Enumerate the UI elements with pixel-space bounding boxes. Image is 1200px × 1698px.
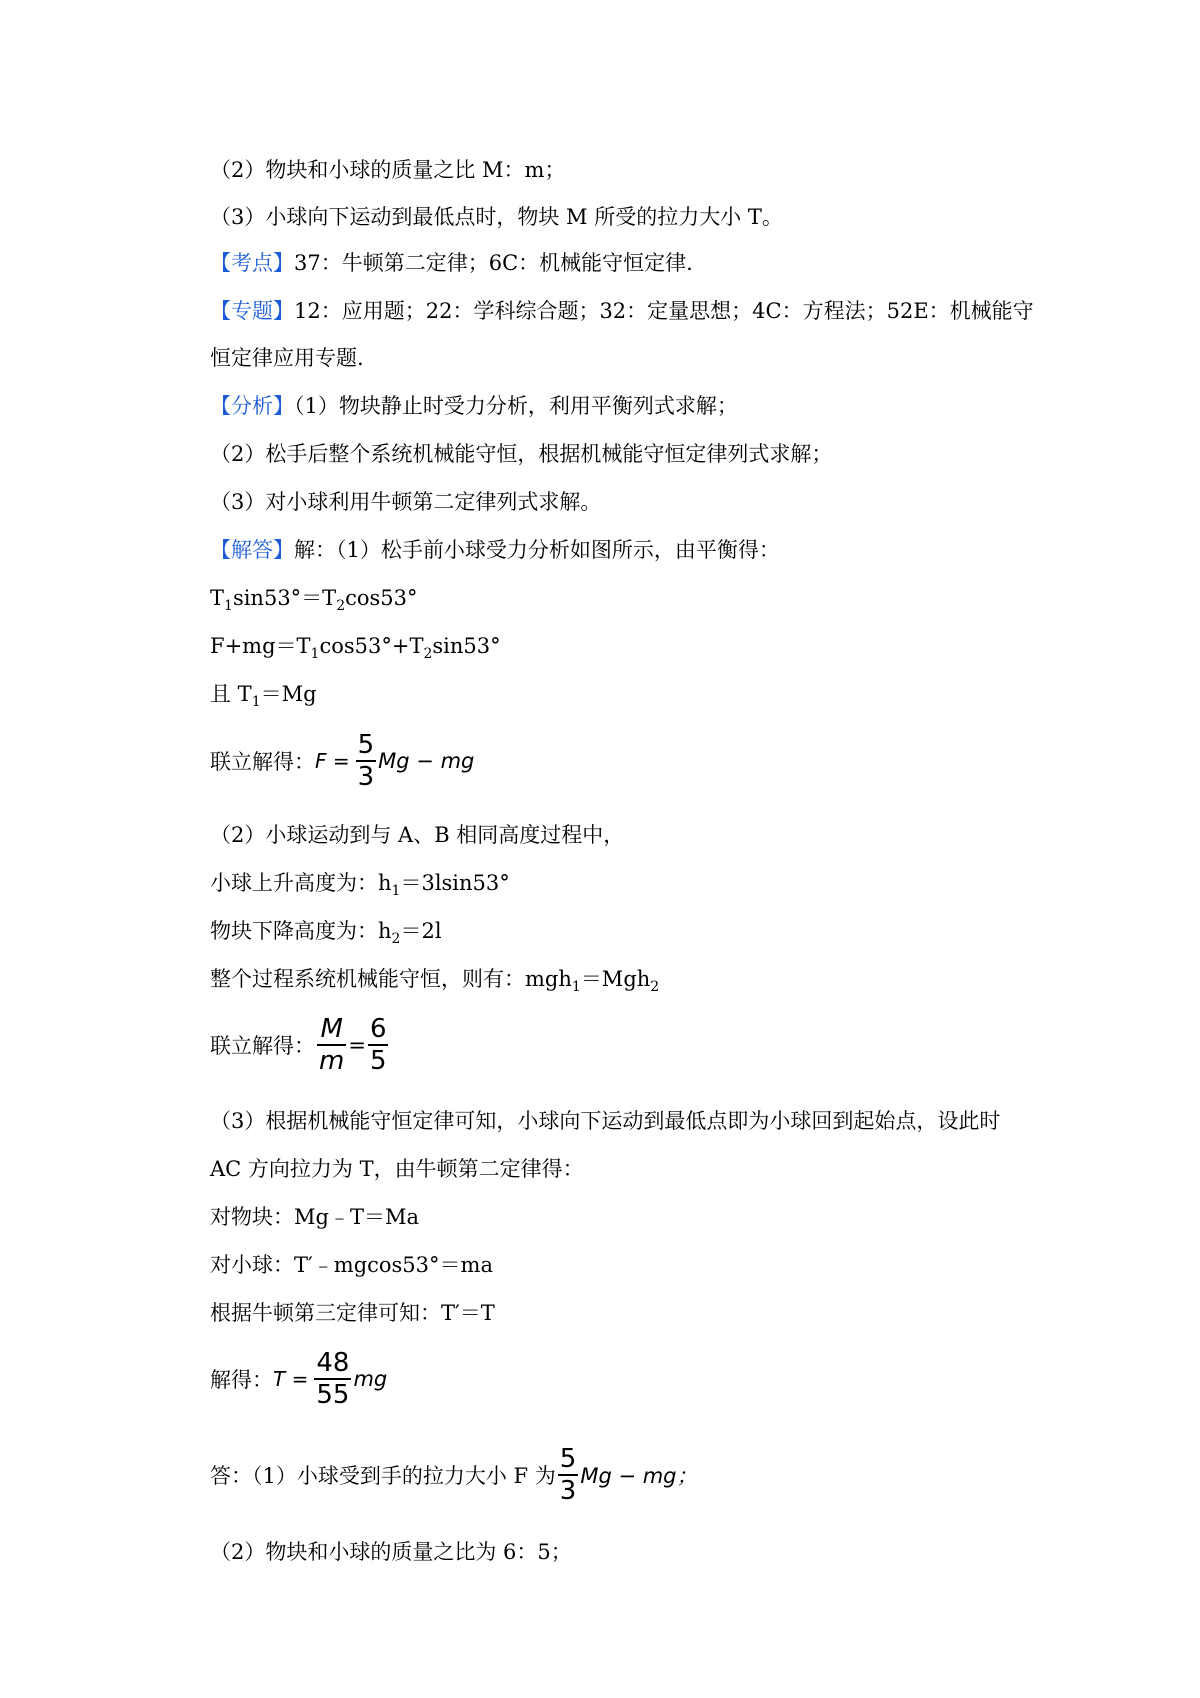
kaodian-label: 【考点】 [210, 251, 294, 275]
zhuanti-text-1: 12：应用题；22：学科综合题；32：定量思想；4C：方程法；52E：机械能守 [294, 299, 1034, 323]
question-2: （2）物块和小球的质量之比 M：m； [210, 158, 566, 182]
jieda-line [210, 535, 780, 565]
fenxi-text-1: （1）物块静止时受力分析，利用平衡列式求解； [294, 394, 738, 418]
third-law: 根据牛顿第三定律可知：T′＝T [210, 1301, 495, 1325]
result-2: 联立解得： $\frac{M}{m}$ = $\frac{6}{5}$ [210, 1014, 387, 1076]
equation-3: 且 $T_1=Mg$ [210, 682, 317, 710]
result-1: 联立解得： F = $\frac{5}{3}$ Mg − mg [210, 730, 475, 792]
zhuanti-label: 【专题】 [210, 299, 294, 323]
part2-intro: （2）小球运动到与 A、B 相同高度过程中， [210, 823, 625, 847]
fraction-5-3: $\frac{5}{3}$ [357, 730, 375, 792]
fraction-6-5: $\frac{6}{5}$ [369, 1014, 387, 1076]
fenxi-text-3: （3）对小球利用牛顿第二定律列式求解。 [210, 490, 602, 514]
block-equation: 对物块：Mg﹣T＝Ma [210, 1205, 419, 1229]
part3-line-2: AC 方向拉力为 T，由牛顿第二定律得： [210, 1157, 584, 1181]
answer-2: （2）物块和小球的质量之比为 6：5； [210, 1540, 572, 1564]
fraction-5-3-answer: $\frac{5}{3}$ [559, 1444, 577, 1506]
kaodian-line [210, 248, 693, 278]
fall-height: 物块下降高度为：$h_2=2l$ [210, 919, 442, 947]
zhuanti-text-2: 恒定律应用专题. [210, 346, 364, 370]
result-3: 解得： T = $\frac{48}{55}$ mg [210, 1348, 388, 1410]
question-3: （3）小球向下运动到最低点时，物块 M 所受的拉力大小 T。 [210, 205, 783, 229]
rise-height: 小球上升高度为：$h_1=3lsin53^\circ$ [210, 871, 510, 899]
kaodian-text: 37：牛顿第二定律；6C：机械能守恒定律. [294, 251, 693, 275]
zhuanti-line [210, 296, 1034, 326]
fraction-48-55: $\frac{48}{55}$ [316, 1348, 350, 1410]
equation-2: $F+mg=T_1\cos 53^\circ+T_2\sin 53^\circ$ [210, 634, 501, 662]
fenxi-text-2: （2）松手后整个系统机械能守恒，根据机械能守恒定律列式求解； [210, 442, 833, 466]
fenxi-label: 【分析】 [210, 394, 294, 418]
energy-conservation: 整个过程系统机械能守恒，则有：mgh$_1$＝Mgh$_2$ [210, 967, 660, 995]
part3-line-1: （3）根据机械能守恒定律可知，小球向下运动到最低点即为小球回到起始点，设此时 [210, 1109, 1001, 1133]
answer-1: 答：（1）小球受到手的拉力大小 F 为 $\frac{5}{3}$ Mg − mg； [210, 1444, 698, 1506]
jieda-text: 解：（1）松手前小球受力分析如图所示，由平衡得： [294, 538, 780, 562]
fraction-M-m: $\frac{M}{m}$ [319, 1014, 345, 1076]
jieda-label: 【解答】 [210, 538, 294, 562]
ball-equation: 对小球：T′﹣mgcos53°＝ma [210, 1253, 493, 1277]
equation-1: $T_1\sin 53^\circ=T_2\cos 53^\circ$ [210, 586, 418, 614]
fenxi-line [210, 391, 738, 421]
